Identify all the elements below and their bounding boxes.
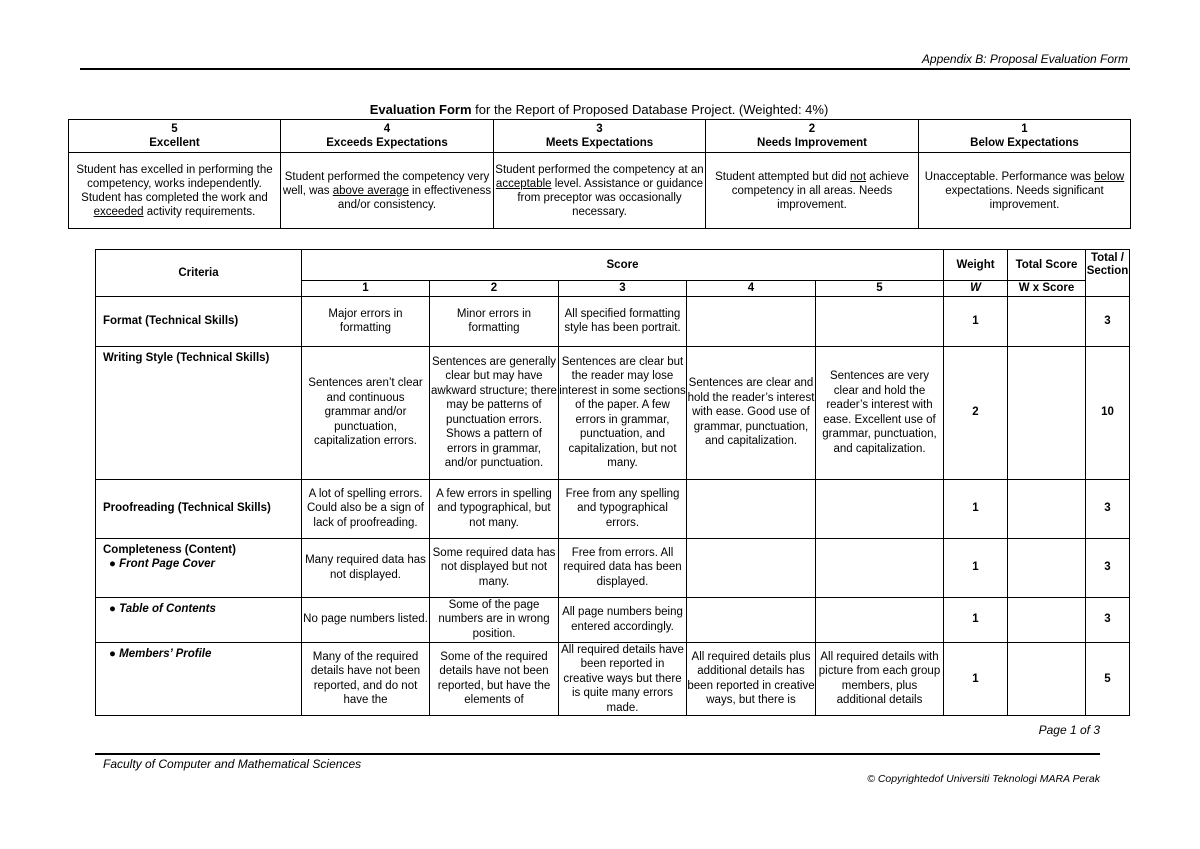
score-4-cell <box>687 479 816 538</box>
rating-2-description: Student attempted but did not achieve competency in all areas. Needs improvement. <box>706 153 919 229</box>
criteria-bullet-front-page-cover: ● Front Page Cover <box>109 558 216 570</box>
weight-cell: 1 <box>944 597 1008 642</box>
total-section-cell: 3 <box>1086 538 1130 597</box>
score-5-cell <box>816 296 944 346</box>
score-3-cell: Free from any spelling and typographical errors. <box>559 479 687 538</box>
rating-scale-description-row <box>69 153 1131 229</box>
form-title-rest: for the Report of Proposed Database Project. (Weighted: 4%) <box>471 102 829 117</box>
score-2-cell: Sentences are generally clear but may have awkward structure; there may be patterns of punctuation errors. Shows a pattern of errors in grammar, and/or punctuation. <box>430 346 559 479</box>
rating-3-description: Student performed the competency at an acceptable level. Assistance or guidance from preceptor was occasionally necessary. <box>494 153 706 229</box>
rating-5-header: 5 Excellent <box>69 120 281 153</box>
total-score-cell[interactable] <box>1008 597 1086 642</box>
table-row <box>96 479 1130 538</box>
total-score-header: Total Score <box>1008 250 1086 281</box>
score-5-cell <box>816 538 944 597</box>
total-section-cell: 3 <box>1086 296 1130 346</box>
score-5-header: 5 <box>816 281 944 297</box>
total-score-cell[interactable] <box>1008 296 1086 346</box>
table-row <box>96 346 1130 479</box>
score-5-cell: All required details with picture from each group members, plus additional details <box>816 642 944 716</box>
score-1-cell: Sentences aren’t clear and continuous grammar and/or punctuation, capitalization errors. <box>302 346 430 479</box>
score-4-header: 4 <box>687 281 816 297</box>
rating-1-header: 1 Below Expectations <box>919 120 1131 153</box>
score-3-cell: All required details have been reported in creative ways but there is quite many errors made. <box>559 642 687 716</box>
total-section-cell: 3 <box>1086 597 1130 642</box>
rating-1-description: Unacceptable. Performance was below expectations. Needs significant improvement. <box>919 153 1131 229</box>
score-4-cell: Sentences are clear and hold the reader’s interest with ease. Good use of grammar, punctuation, and capitalization. <box>687 346 816 479</box>
page-number: Page 1 of 3 <box>1038 723 1100 737</box>
score-2-cell: A few errors in spelling and typographical, but not many. <box>430 479 559 538</box>
score-5-cell: Sentences are very clear and hold the reader’s interest with ease. Excellent use of grammar, punctuation, and capitalization. <box>816 346 944 479</box>
weight-cell: 1 <box>944 296 1008 346</box>
criteria-cell <box>96 642 302 716</box>
total-section-cell: 3 <box>1086 479 1130 538</box>
form-title-bold: Evaluation Form <box>369 102 472 117</box>
criteria-bullet-members-profile: ● Members’ Profile <box>109 647 212 660</box>
rating-4-description: Student performed the competency very well, was above average in effectiveness and/or consistency. <box>281 153 494 229</box>
criteria-bullet-table-of-contents: ● Table of Contents <box>109 602 216 615</box>
rubric-header-row <box>96 250 1130 281</box>
footer-rule <box>95 753 1100 755</box>
score-2-cell: Some required data has not displayed but not many. <box>430 538 559 597</box>
bullet-icon: ● <box>109 558 116 570</box>
score-1-cell: Major errors in formatting <box>302 296 430 346</box>
total-score-cell[interactable] <box>1008 479 1086 538</box>
score-1-cell: A lot of spelling errors. Could also be a sign of lack of proofreading. <box>302 479 430 538</box>
score-1-cell: No page numbers listed. <box>302 597 430 642</box>
total-score-cell[interactable] <box>1008 346 1086 479</box>
criteria-header: Criteria <box>96 250 302 297</box>
score-4-cell: All required details plus additional details has been reported in creative ways, but there is <box>687 642 816 716</box>
weight-w-header: W <box>944 281 1008 297</box>
score-1-cell: Many of the required details have not been reported, and do not have the <box>302 642 430 716</box>
score-2-cell: Some of the required details have not been reported, but have the elements of <box>430 642 559 716</box>
score-2-header: 2 <box>430 281 559 297</box>
criteria-cell <box>96 538 302 597</box>
bullet-icon: ● <box>109 647 116 660</box>
rubric-table <box>95 249 1130 716</box>
score-4-cell <box>687 597 816 642</box>
criteria-cell <box>96 597 302 642</box>
weight-cell: 2 <box>944 346 1008 479</box>
score-1-cell: Many required data has not displayed. <box>302 538 430 597</box>
score-5-cell <box>816 597 944 642</box>
score-1-header: 1 <box>302 281 430 297</box>
criteria-group-title: Completeness (Content) <box>103 543 236 556</box>
faculty-footer: Faculty of Computer and Mathematical Sciences <box>103 757 362 771</box>
table-row <box>96 296 1130 346</box>
criteria-cell: Proofreading (Technical Skills) <box>96 479 302 538</box>
rating-2-header: 2 Needs Improvement <box>706 120 919 153</box>
total-score-cell[interactable] <box>1008 538 1086 597</box>
score-3-cell: Sentences are clear but the reader may lose interest in some sections of the paper. A few errors in grammar, punctuation, and capitalization, but not many. <box>559 346 687 479</box>
score-2-cell: Some of the page numbers are in wrong position. <box>430 597 559 642</box>
score-3-cell: Free from errors. All required data has been displayed. <box>559 538 687 597</box>
score-3-cell: All specified formatting style has been portrait. <box>559 296 687 346</box>
appendix-header: Appendix B: Proposal Evaluation Form <box>921 52 1128 66</box>
copyright-footer: © Copyrightedof Universiti Teknologi MARA Perak <box>867 773 1100 785</box>
rating-scale-header-row <box>69 120 1131 153</box>
rating-scale-table <box>68 119 1131 229</box>
table-row <box>96 597 1130 642</box>
total-section-header: Total / Section <box>1086 250 1130 297</box>
rating-5-description: Student has excelled in performing the competency, works independently. Student has completed the work and exceeded activity requirements. <box>69 153 281 229</box>
score-3-header: 3 <box>559 281 687 297</box>
total-section-cell: 10 <box>1086 346 1130 479</box>
total-score-cell[interactable] <box>1008 642 1086 716</box>
table-row <box>96 538 1130 597</box>
rating-3-header: 3 Meets Expectations <box>494 120 706 153</box>
rating-4-header: 4 Exceeds Expectations <box>281 120 494 153</box>
weight-header: Weight <box>944 250 1008 281</box>
score-4-cell <box>687 538 816 597</box>
header-rule <box>80 68 1130 70</box>
score-header: Score <box>302 250 944 281</box>
score-2-cell: Minor errors in formatting <box>430 296 559 346</box>
form-title <box>68 102 1130 117</box>
bullet-icon: ● <box>109 602 116 615</box>
total-section-cell: 5 <box>1086 642 1130 716</box>
table-row <box>96 642 1130 716</box>
score-4-cell <box>687 296 816 346</box>
criteria-cell: Writing Style (Technical Skills) <box>96 346 302 479</box>
weight-cell: 1 <box>944 642 1008 716</box>
score-5-cell <box>816 479 944 538</box>
score-3-cell: All page numbers being entered accordingly. <box>559 597 687 642</box>
criteria-cell: Format (Technical Skills) <box>96 296 302 346</box>
weight-cell: 1 <box>944 479 1008 538</box>
w-x-score-header: W x Score <box>1008 281 1086 297</box>
weight-cell: 1 <box>944 538 1008 597</box>
